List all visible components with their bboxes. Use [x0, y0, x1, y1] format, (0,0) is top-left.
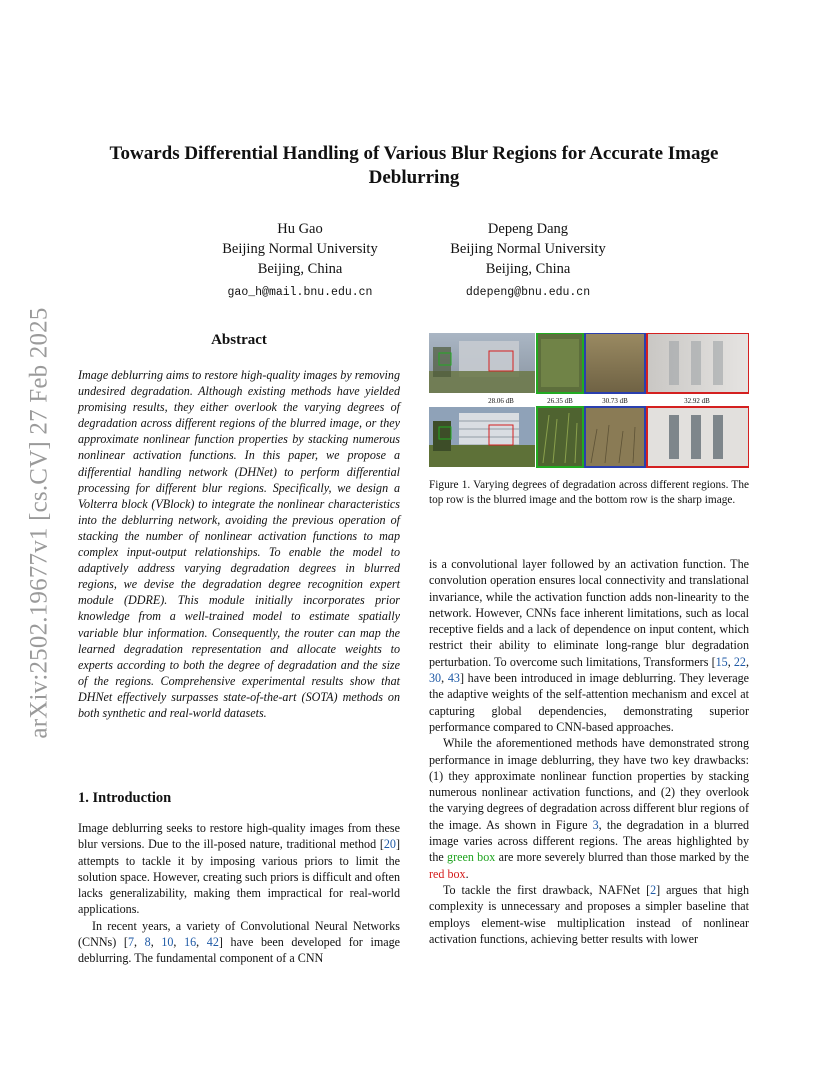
author-location: Beijing, China — [257, 261, 343, 277]
paper-title: Towards Differential Handling of Various Blur Regions for Accurate Image Deblurring — [109, 143, 719, 188]
section-heading-introduction: 1. Introduction — [78, 790, 172, 806]
author-affiliation: Beijing Normal University — [222, 241, 378, 257]
psnr-label: 30.73 dB — [602, 397, 628, 405]
author-email[interactable]: ddepeng@bnu.edu.cn — [465, 286, 591, 299]
citation-link[interactable]: 7 — [127, 935, 134, 950]
psnr-label: 26.35 dB — [547, 397, 573, 405]
blurred-row — [429, 333, 749, 393]
arxiv-id: arXiv:2502.19677v1 [cs.CV] 27 Feb 2025 — [26, 307, 54, 739]
author-location: Beijing, China — [485, 261, 571, 277]
citation-link[interactable]: 2 — [650, 882, 657, 897]
citation-link[interactable]: 30 — [429, 671, 442, 686]
paragraph: While the aforementioned methods have demonstrated strong performance in image deblurring, they have two key drawbacks: (1) they approximate nonlinear function properties by stacking numerous nonlinear activation functions, and (2) they overlook the varying degrees of degradation across different blur regions of the image. As shown in Figure 3, the degradation in a blurred image varies across different regions. The areas highlighted by the green box are more severely blurred than those marked by the red box. — [429, 736, 750, 881]
introduction-body — [78, 820, 400, 967]
author-name: Depeng Dang — [487, 221, 569, 237]
figure-1-caption: Figure 1. Varying degrees of degradation across different regions. The top row is the blurred image and the bottom row is the sharp image. — [429, 479, 749, 506]
author-2 — [428, 219, 628, 303]
author-name: Hu Gao — [277, 221, 323, 237]
paragraph: To tackle the first drawback, NAFNet [2] argues that high complexity is unnecessary and proposes a simpler baseline that employs element-wise multiplication instead of nonlinear activation functions, achieving better results with lower — [429, 882, 749, 946]
citation-link[interactable]: 10 — [161, 935, 174, 950]
citation-link[interactable]: 15 — [715, 654, 728, 669]
arxiv-stamp — [20, 288, 60, 758]
right-column-body — [429, 556, 749, 947]
paragraph: In recent years, a variety of Convolutional Neural Networks (CNNs) [7, 8, 10, 16, 42] have been developed for image deblurring. The fundamental component of a CNN — [78, 918, 401, 966]
citation-link[interactable]: 16 — [184, 935, 197, 950]
citation-link[interactable]: 43 — [447, 671, 460, 686]
green-box-text: green box — [447, 850, 496, 865]
red-box-text: red box — [429, 866, 466, 881]
figure-1 — [429, 333, 749, 468]
psnr-label: 32.92 dB — [684, 397, 710, 405]
figure-1-image — [429, 333, 749, 468]
figure-reference-link[interactable]: 3 — [592, 817, 599, 832]
citation-link[interactable]: 22 — [733, 654, 746, 669]
psnr-label: 28.06 dB — [488, 397, 514, 405]
psnr-labels — [488, 397, 710, 405]
sharp-row — [429, 407, 749, 467]
paragraph: is a convolutional layer followed by an activation function. The convolution operation ensures local connectivity and translational invariance, while the activation function adds non-linearity to the network. However, CNNs face inherent limitations, such as local receptive fields and a lack of dependence on input content, which restrict their ability to eliminate long-range blur degradation perturbation. To overcome such limitations, Transformers [15, 22, 30, 43] have been introduced in image deblurring. They leverage the adaptive weights of the self-attention mechanism and excel at capturing global dependencies, demonstrating superior performance compared to CNN-based approaches. — [429, 557, 750, 734]
abstract-heading: Abstract — [211, 332, 267, 348]
citation-link[interactable]: 20 — [383, 837, 396, 852]
author-1 — [200, 219, 400, 303]
paragraph: Image deblurring seeks to restore high-quality images from these blur versions. Due to the ill-posed nature, traditional method [20] attempts to tackle it by imposing various priors to limit the solution space. However, creating such priors is difficult and often lacks generalizability, making them impractical for real-world applications. — [78, 821, 400, 917]
citation-link[interactable]: 42 — [206, 935, 219, 950]
citation-link[interactable]: 8 — [144, 935, 151, 950]
author-email[interactable]: gao_h@mail.bnu.edu.cn — [227, 286, 373, 299]
abstract-text: Image deblurring aims to restore high-quality images by removing undesired degradation. Although existing methods have yielded promising results, they either overlook the varying degrees of degradation across different regions of the blurred image, or they approximate nonlinear function properties by stacking numerous nonlinear activation functions. In this paper, we propose a differential handling network (DHNet) to perform differential processing for different blur regions. Specifically, we design a Volterra block (VBlock) to integrate the nonlinear characteristics into the deblurring network, avoiding the previous operation of stacking the number of nonlinear activation functions to map complex input-output relationships. To enable the model to adaptively address varying degradation degrees in blurred regions, we devise the degradation degree recognition expert module (DDRE). This module initially incorporates prior knowledge from a well-trained model to estimate spatially variable blur information. Consequently, the router can map the learned degradation representation and allocate weights to experts according to both the degree of degradation and the size of the regions. Comprehensive experimental results show that DHNet effectively surpasses state-of-the-art (SOTA) methods on both synthetic and real-world datasets. — [78, 368, 400, 720]
author-affiliation: Beijing Normal University — [450, 241, 606, 257]
